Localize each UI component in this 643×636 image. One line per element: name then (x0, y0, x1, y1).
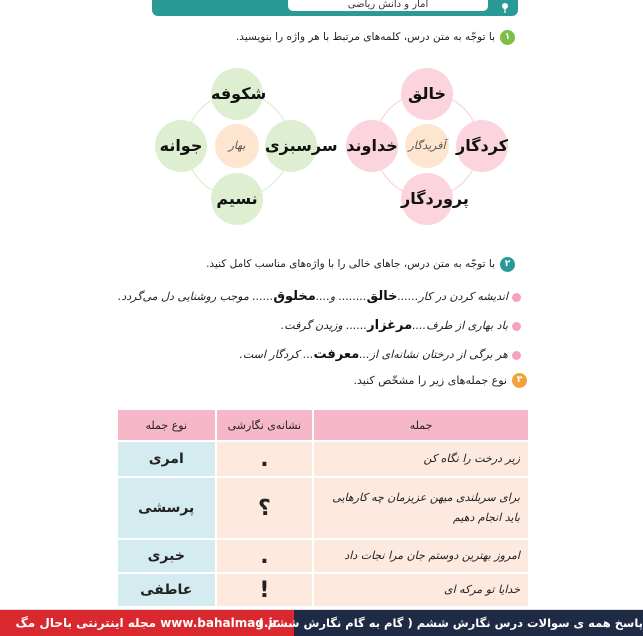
section3-instruction: نوع جمله‌های زیر را مشخّص کنید. (353, 374, 507, 387)
table-row (117, 573, 529, 607)
type-cell: امری (117, 441, 216, 477)
footer-site-link[interactable]: www.bahalmag.ir مجله اینترنتی باحال مگ (0, 610, 294, 636)
column-header-mark: نشانه‌ی نگارشی (216, 409, 314, 441)
word-circle-bottom: پروردگار (401, 173, 453, 225)
table-row (117, 539, 529, 573)
word-circle-right: سرسبزی (265, 120, 317, 172)
type-cell: عاطفی (117, 573, 216, 607)
sentence-cell: امروز بهترین دوستم جان مرا نجات داد (313, 539, 529, 573)
section-number-badge: ۲ (500, 257, 515, 272)
chapter-title: آمار و دانش ریاضی (288, 0, 488, 11)
bullet-icon (512, 322, 521, 331)
mark-cell: ؟ (216, 477, 314, 539)
word-circle-top: خالق (401, 68, 453, 120)
mark-cell: . (216, 441, 314, 477)
fill-in-sentence: اندیشه کردن در کار......خالق........ و....مخلوق...... موجب روشنایی دل می‌گردد. (118, 289, 521, 304)
fill-in-sentence: هر برگی از درختان نشانه‌ای از...معرفت... کردگار است. (239, 347, 521, 362)
mark-cell: . (216, 539, 314, 573)
chapter-header-bar (152, 0, 518, 16)
word-circle-top: شکوفه (211, 68, 263, 120)
word-circle-left: جوانه (155, 120, 207, 172)
table-row (117, 477, 529, 539)
section1-instruction: با توجّه به متن درس، کلمه‌های مرتبط با هر واژه را بنویسید. (235, 31, 495, 43)
section2-instruction: با توجّه به متن درس، جاهای خالی را با واژه‌های مناسب کامل کنید. (206, 258, 495, 270)
sentence-cell: برای سربلندی میهن عزیزمان چه کارهایی باید انجام دهیم (313, 477, 529, 539)
footer-banner (0, 609, 643, 636)
word-circle-bottom: نسیم (211, 173, 263, 225)
fill-in-sentence: باد بهاری از طرف....مرغزار...... وزیدن گرفت. (281, 318, 521, 333)
type-cell: پرسشی (117, 477, 216, 539)
section-number-badge: ۳ (512, 373, 527, 388)
center-word-circle: آفریدگار (405, 124, 449, 168)
mark-cell: ! (216, 573, 314, 607)
word-circle-right: کردگار (456, 120, 508, 172)
bullet-icon (512, 293, 521, 302)
column-header-sentence: جمله (313, 409, 529, 441)
sentence-cell: زیر درخت را نگاه کن (313, 441, 529, 477)
sentence-cell: خدایا تو مرکه ای (313, 573, 529, 607)
sentence-type-table (116, 408, 530, 608)
section-number-badge: ۱ (500, 30, 515, 45)
footer-title: پاسخ همه ی سوالات درس نگارش ششم ( گام به گام نگارش ششم ) (294, 610, 643, 636)
flower-icon (498, 1, 512, 13)
table-row (117, 441, 529, 477)
word-circle-left: خداوند (346, 120, 398, 172)
center-word-circle: بهار (215, 124, 259, 168)
column-header-type: نوع جمله (117, 409, 216, 441)
type-cell: خبری (117, 539, 216, 573)
bullet-icon (512, 351, 521, 360)
table-header-row (117, 409, 529, 441)
